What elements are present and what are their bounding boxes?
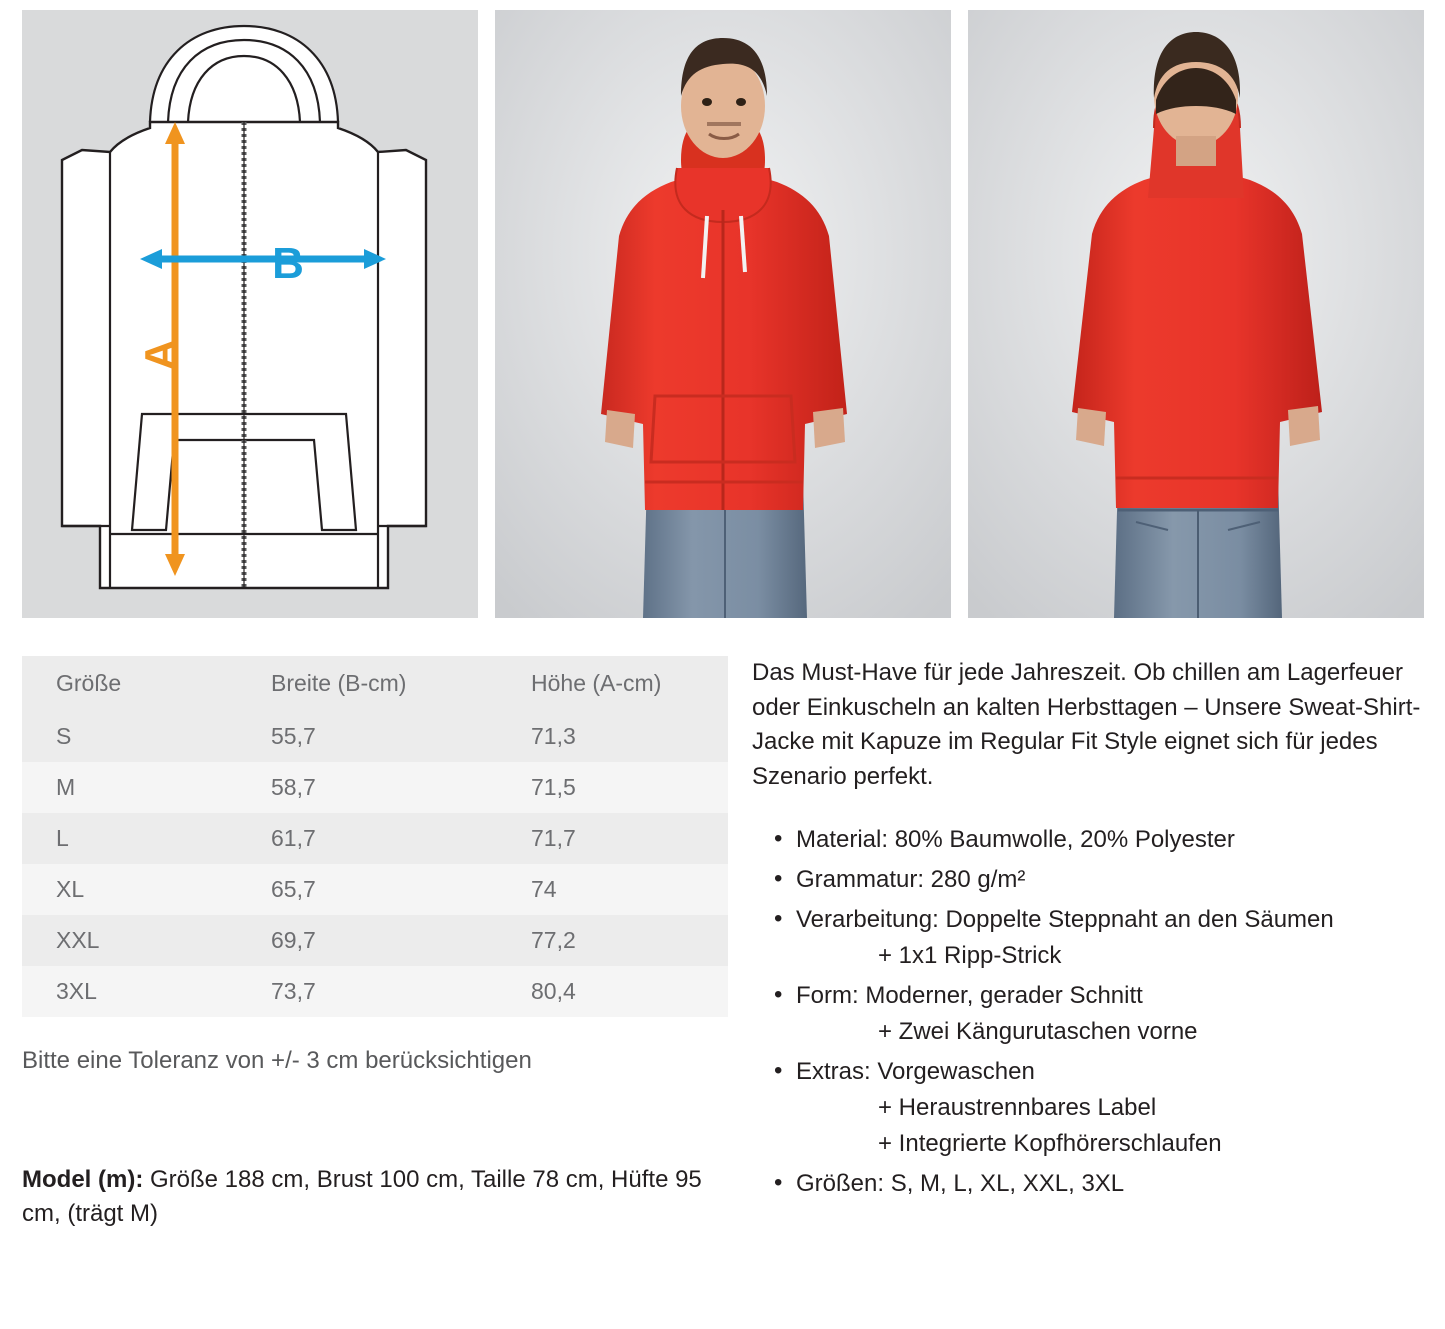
table-row	[22, 966, 728, 1017]
feature-text: Material: 80% Baumwolle, 20% Polyester	[796, 826, 1235, 854]
product-image-row	[0, 0, 1445, 618]
feature-text: Form: Moderner, gerader Schnitt	[796, 982, 1143, 1010]
info-area	[0, 618, 1445, 1231]
feature-subtext: + Zwei Kängurutaschen vorne	[878, 1018, 1198, 1046]
feature-text: Größen: S, M, L, XL, XXL, 3XL	[796, 1170, 1125, 1198]
cell-size: L	[22, 813, 237, 864]
model-info-label: Model (m):	[22, 1166, 144, 1193]
cell-size: S	[22, 711, 237, 762]
size-table-header-row	[22, 656, 728, 711]
front-photo-panel	[495, 10, 951, 618]
cell-height: 80,4	[497, 966, 728, 1017]
cell-width: 61,7	[237, 813, 497, 864]
table-row	[22, 813, 728, 864]
table-row	[22, 915, 728, 966]
description-column	[728, 656, 1423, 1231]
cell-size: M	[22, 762, 237, 813]
cell-size: XXL	[22, 915, 237, 966]
table-row	[22, 864, 728, 915]
cell-size: 3XL	[22, 966, 237, 1017]
list-item	[774, 902, 1423, 974]
cell-height: 77,2	[497, 915, 728, 966]
cell-width: 73,7	[237, 966, 497, 1017]
list-item	[774, 862, 1423, 898]
technical-drawing-panel	[22, 10, 478, 618]
list-item	[774, 822, 1423, 858]
tolerance-note: Bitte eine Toleranz von +/- 3 cm berücksichtigen	[22, 1047, 532, 1074]
feature-subtext: + Heraustrennbares Label	[878, 1094, 1157, 1122]
cell-height: 71,7	[497, 813, 728, 864]
size-info-column	[22, 656, 728, 1231]
table-row	[22, 711, 728, 762]
cell-width: 69,7	[237, 915, 497, 966]
hoodie-technical-drawing	[22, 10, 478, 618]
cell-size: XL	[22, 864, 237, 915]
model-info	[22, 1163, 728, 1231]
col-header-size: Größe	[22, 656, 237, 711]
feature-subtext: + 1x1 Ripp-Strick	[878, 942, 1062, 970]
feature-subtext: + Integrierte Kopfhörerschlaufen	[878, 1130, 1222, 1158]
back-photo-panel	[968, 10, 1424, 618]
col-header-width: Breite (B-cm)	[237, 656, 497, 711]
cell-height: 74	[497, 864, 728, 915]
feature-text: Verarbeitung: Doppelte Steppnaht an den Säumen	[796, 906, 1334, 934]
label-height-A: A	[136, 339, 185, 371]
size-table	[22, 656, 728, 1017]
description-intro: Das Must-Have für jede Jahreszeit. Ob chillen am Lagerfeuer oder Einkuscheln an kalten Herbsttagen – Unsere Sweat-Shirt-Jacke mit Kapuze im Regular Fit Style eignet sich für jedes Szenario perfekt.	[752, 659, 1421, 790]
cell-height: 71,3	[497, 711, 728, 762]
feature-list	[752, 822, 1423, 1202]
label-width-B: B	[272, 239, 304, 288]
feature-text: Grammatur: 280 g/m²	[796, 866, 1026, 894]
model-info-text: Größe 188 cm, Brust 100 cm, Taille 78 cm, Hüfte 95 cm, (trägt M)	[22, 1166, 702, 1228]
list-item	[774, 1054, 1423, 1162]
cell-width: 65,7	[237, 864, 497, 915]
model-back-photo	[968, 10, 1424, 618]
table-row	[22, 762, 728, 813]
list-item	[774, 978, 1423, 1050]
cell-width: 58,7	[237, 762, 497, 813]
feature-text: Extras: Vorgewaschen	[796, 1058, 1035, 1086]
model-front-photo	[495, 10, 951, 618]
col-header-height: Höhe (A-cm)	[497, 656, 728, 711]
cell-height: 71,5	[497, 762, 728, 813]
cell-width: 55,7	[237, 711, 497, 762]
list-item	[774, 1166, 1423, 1202]
